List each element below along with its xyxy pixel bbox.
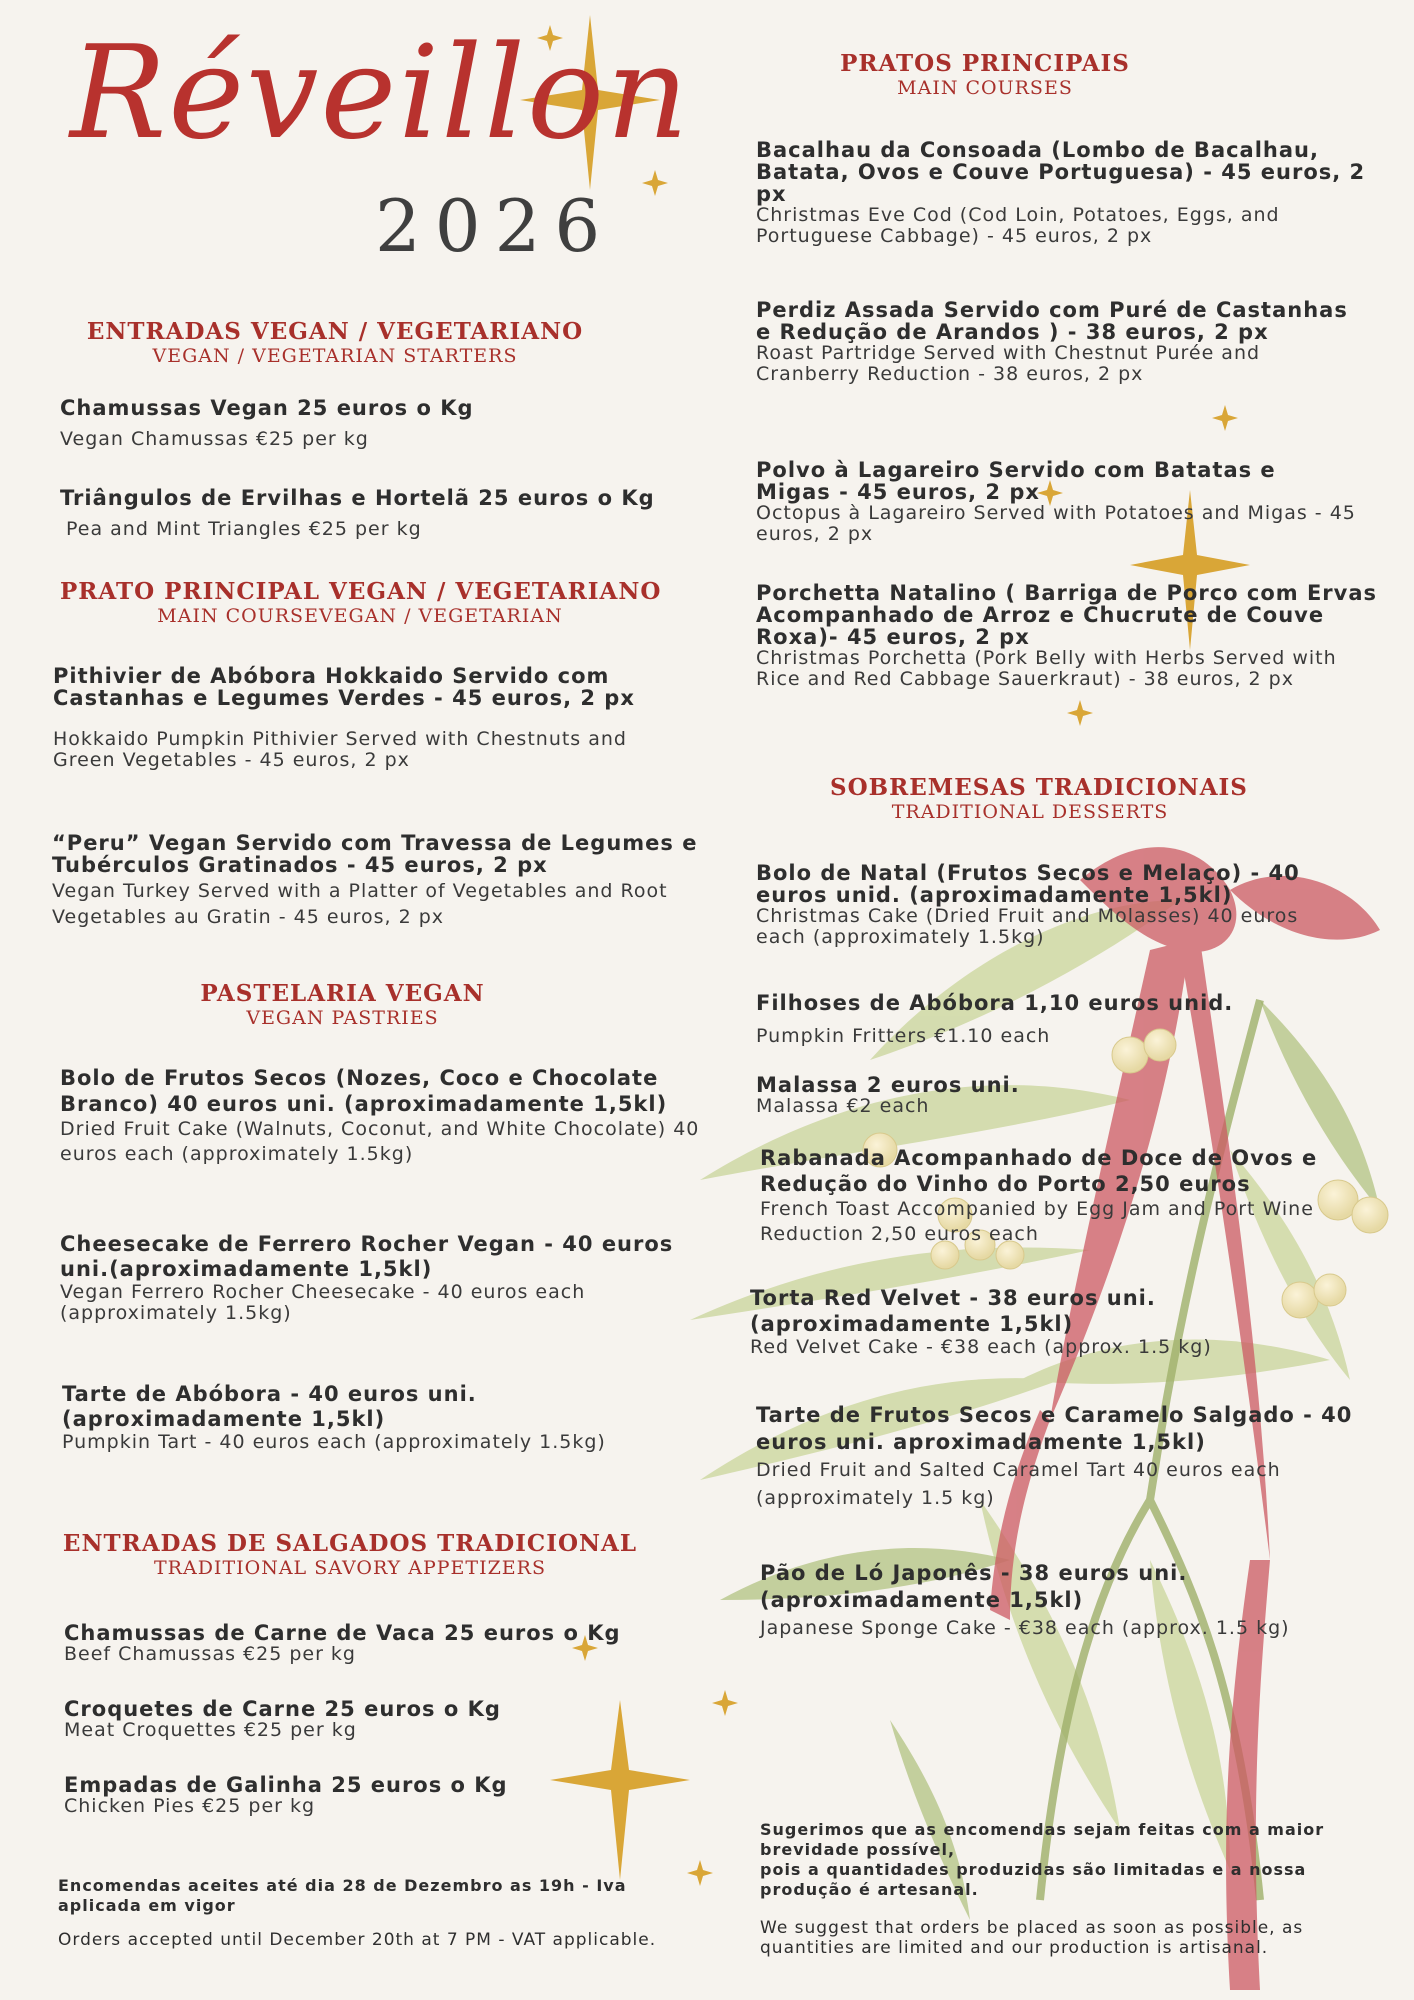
item-name-pt: Tarte de Abóbora - 40 euros uni. (aproximadamente 1,5kl) — [62, 1382, 477, 1431]
page-year: 2026 — [375, 184, 615, 268]
item-name-en: Malassa €2 each — [756, 1095, 930, 1117]
menu-item — [756, 582, 1386, 690]
item-name-pt: Chamussas Vegan 25 euros o Kg — [60, 396, 474, 420]
menu-item — [760, 1145, 1340, 1247]
section-heading: SOBREMESAS TRADICIONAIS — [830, 774, 1248, 801]
note-pt-line2: pois a quantidades produzidas são limitadas e a nossa produção é artesanal. — [760, 1860, 1307, 1899]
item-name-pt: “Peru” Vegan Servido com Travessa de Legumes e Tubérculos Gratinados - 45 euros, 2 px — [52, 831, 698, 877]
item-name-en: Japanese Sponge Cake - €38 each (approx. 1.5 kg) — [760, 1617, 1290, 1639]
item-name-en: French Toast Accompanied by Egg Jam and Port Wine Reduction 2,50 euros each — [760, 1198, 1314, 1245]
menu-item — [60, 397, 690, 450]
item-name-en: Beef Chamussas €25 per kg — [64, 1643, 356, 1665]
section-subheading: MAIN COURSES — [897, 77, 1073, 99]
item-name-pt: Empadas de Galinha 25 euros o Kg — [64, 1773, 508, 1797]
item-name-pt: Rabanada Acompanhado de Doce de Ovos e Redução do Vinho do Porto 2,50 euros — [760, 1146, 1318, 1196]
section-subheading: TRADITIONAL DESSERTS — [891, 801, 1169, 823]
item-name-pt: Bacalhau da Consoada (Lombo de Bacalhau, Batata, Ovos e Couve Portuguesa) - 45 euros, 2 px — [756, 138, 1366, 206]
menu-item — [60, 487, 700, 540]
menu-item — [756, 992, 1356, 1047]
item-name-en: Meat Croquettes €25 per kg — [64, 1719, 357, 1741]
item-name-en: Red Velvet Cake - €38 each (approx. 1.5 kg) — [750, 1336, 1212, 1358]
item-name-pt: Croquetes de Carne 25 euros o Kg — [64, 1697, 501, 1721]
menu-item — [756, 1074, 1356, 1117]
order-suggestion-note — [760, 1820, 1375, 1958]
item-name-en: Roast Partridge Served with Chestnut Purée and Cranberry Reduction - 38 euros, 2 px — [756, 342, 1261, 385]
item-name-en: Vegan Chamussas €25 per kg — [60, 428, 369, 450]
item-name-pt: Bolo de Natal (Frutos Secos e Melaço) - 40 euros unid. (aproximadamente 1,5kl) — [756, 861, 1300, 907]
menu-item — [756, 139, 1386, 247]
item-name-pt: Chamussas de Carne de Vaca 25 euros o Kg — [64, 1621, 621, 1645]
item-name-en: Christmas Eve Cod (Cod Loin, Potatoes, Eggs, and Portuguese Cabbage) - 45 euros, 2 px — [756, 204, 1280, 247]
section-heading: PASTELARIA VEGAN — [200, 980, 485, 1007]
item-name-pt: Pão de Ló Japonês - 38 euros uni. (aproximadamente 1,5kl) — [760, 1561, 1188, 1612]
menu-item — [64, 1622, 704, 1665]
item-name-en: Pumpkin Fritters €1.10 each — [756, 1025, 1051, 1047]
section-subheading: TRADITIONAL SAVORY APPETIZERS — [154, 1557, 546, 1579]
section-vegan-starters — [70, 320, 600, 366]
item-name-en: Vegan Turkey Served with a Platter of Vegetables and Root Vegetables au Gratin - 45 euros, 2 px — [52, 880, 668, 928]
item-name-pt: Torta Red Velvet - 38 euros uni. (aproximadamente 1,5kl) — [750, 1286, 1156, 1336]
section-heading: ENTRADAS DE SALGADOS TRADICIONAL — [62, 1530, 638, 1557]
menu-item — [64, 1774, 704, 1817]
item-name-pt: Filhoses de Abóbora 1,10 euros unid. — [756, 991, 1234, 1015]
menu-item — [60, 1232, 700, 1324]
item-name-en: Dried Fruit and Salted Caramel Tart 40 euros each (approximately 1.5 kg) — [756, 1459, 1281, 1509]
section-heading: PRATOS PRINCIPAIS — [840, 50, 1130, 77]
menu-item — [64, 1698, 704, 1741]
menu-item — [756, 1402, 1366, 1512]
section-heading: PRATO PRINCIPAL VEGAN / VEGETARIANO — [60, 578, 662, 605]
note-en: Orders accepted until December 20th at 7 PM - VAT applicable. — [58, 1930, 657, 1950]
item-name-en: Pumpkin Tart - 40 euros each (approximately 1.5kg) — [62, 1431, 606, 1453]
section-main-courses — [835, 52, 1135, 98]
note-pt-line1: Sugerimos que as encomendas sejam feitas com a maior brevidade possível, — [760, 1820, 1325, 1859]
item-name-pt: Cheesecake de Ferrero Rocher Vegan - 40 euros uni.(aproximadamente 1,5kl) — [60, 1232, 674, 1281]
item-name-pt: Pithivier de Abóbora Hokkaido Servido com Castanhas e Legumes Verdes - 45 euros, 2 px — [53, 664, 635, 710]
section-traditional-desserts — [830, 774, 1248, 823]
item-name-en: Octopus à Lagareiro Served with Potatoes and Migas - 45 euros, 2 px — [756, 502, 1356, 545]
menu-item — [756, 862, 1326, 948]
menu-item — [53, 665, 693, 771]
section-subheading: VEGAN PASTRIES — [246, 1007, 439, 1029]
order-deadline-note — [58, 1876, 658, 1950]
item-name-pt: Bolo de Frutos Secos (Nozes, Coco e Chocolate Branco) 40 euros uni. (aproximadamente 1,5kl) — [60, 1066, 668, 1116]
item-name-en: Vegan Ferrero Rocher Cheesecake - 40 euros each (approximately 1.5kg) — [60, 1281, 586, 1324]
note-pt: Encomendas aceites até dia 28 de Dezembro as 19h - Iva aplicada em vigor — [58, 1876, 627, 1915]
item-name-en: Hokkaido Pumpkin Pithivier Served with Chestnuts and Green Vegetables - 45 euros, 2 px — [53, 728, 627, 771]
item-name-pt: Porchetta Natalino ( Barriga de Porco com Ervas Acompanhado de Arroz e Chucrute de Couve Roxa)- 45 euros, 2 px — [756, 581, 1378, 649]
menu-item — [760, 1560, 1360, 1642]
menu-item — [62, 1382, 662, 1453]
menu-item — [756, 459, 1356, 545]
item-name-en: Chicken Pies €25 per kg — [64, 1795, 316, 1817]
item-name-pt: Triângulos de Ervilhas e Hortelã 25 euros o Kg — [60, 486, 655, 510]
item-name-pt: Polvo à Lagareiro Servido com Batatas e Migas - 45 euros, 2 px — [756, 458, 1276, 504]
section-savory-appetizers — [60, 1532, 640, 1578]
section-subheading: VEGAN / VEGETARIAN STARTERS — [152, 345, 518, 367]
note-en: We suggest that orders be placed as soon as possible, as quantities are limited and our production is artisanal. — [760, 1918, 1304, 1958]
item-name-en: Pea and Mint Triangles €25 per kg — [66, 518, 422, 540]
item-name-pt: Tarte de Frutos Secos e Caramelo Salgado - 40 euros uni. aproximadamente 1,5kl) — [756, 1403, 1353, 1454]
item-name-en: Dried Fruit Cake (Walnuts, Coconut, and White Chocolate) 40 euros each (approximately 1.5kg) — [60, 1118, 700, 1165]
section-vegan-main — [60, 580, 660, 626]
item-name-en: Christmas Cake (Dried Fruit and Molasses) 40 euros each (approximately 1.5kg) — [756, 905, 1299, 948]
section-subheading: MAIN COURSEVEGAN / VEGETARIAN — [157, 605, 563, 627]
section-vegan-pastries — [130, 982, 555, 1028]
item-name-pt: Malassa 2 euros uni. — [756, 1073, 1020, 1097]
menu-item — [750, 1285, 1350, 1358]
item-name-pt: Perdiz Assada Servido com Puré de Castanhas e Redução de Arandos ) - 38 euros, 2 px — [756, 298, 1348, 344]
item-name-en: Christmas Porchetta (Pork Belly with Herbs Served with Rice and Red Cabbage Sauerkraut) - 38 euros, 2 px — [756, 647, 1337, 690]
menu-item — [52, 832, 707, 930]
menu-item — [756, 299, 1356, 385]
menu-item — [60, 1065, 710, 1167]
page-title: Réveillon — [70, 19, 691, 168]
section-heading: ENTRADAS VEGAN / VEGETARIANO — [86, 318, 584, 345]
